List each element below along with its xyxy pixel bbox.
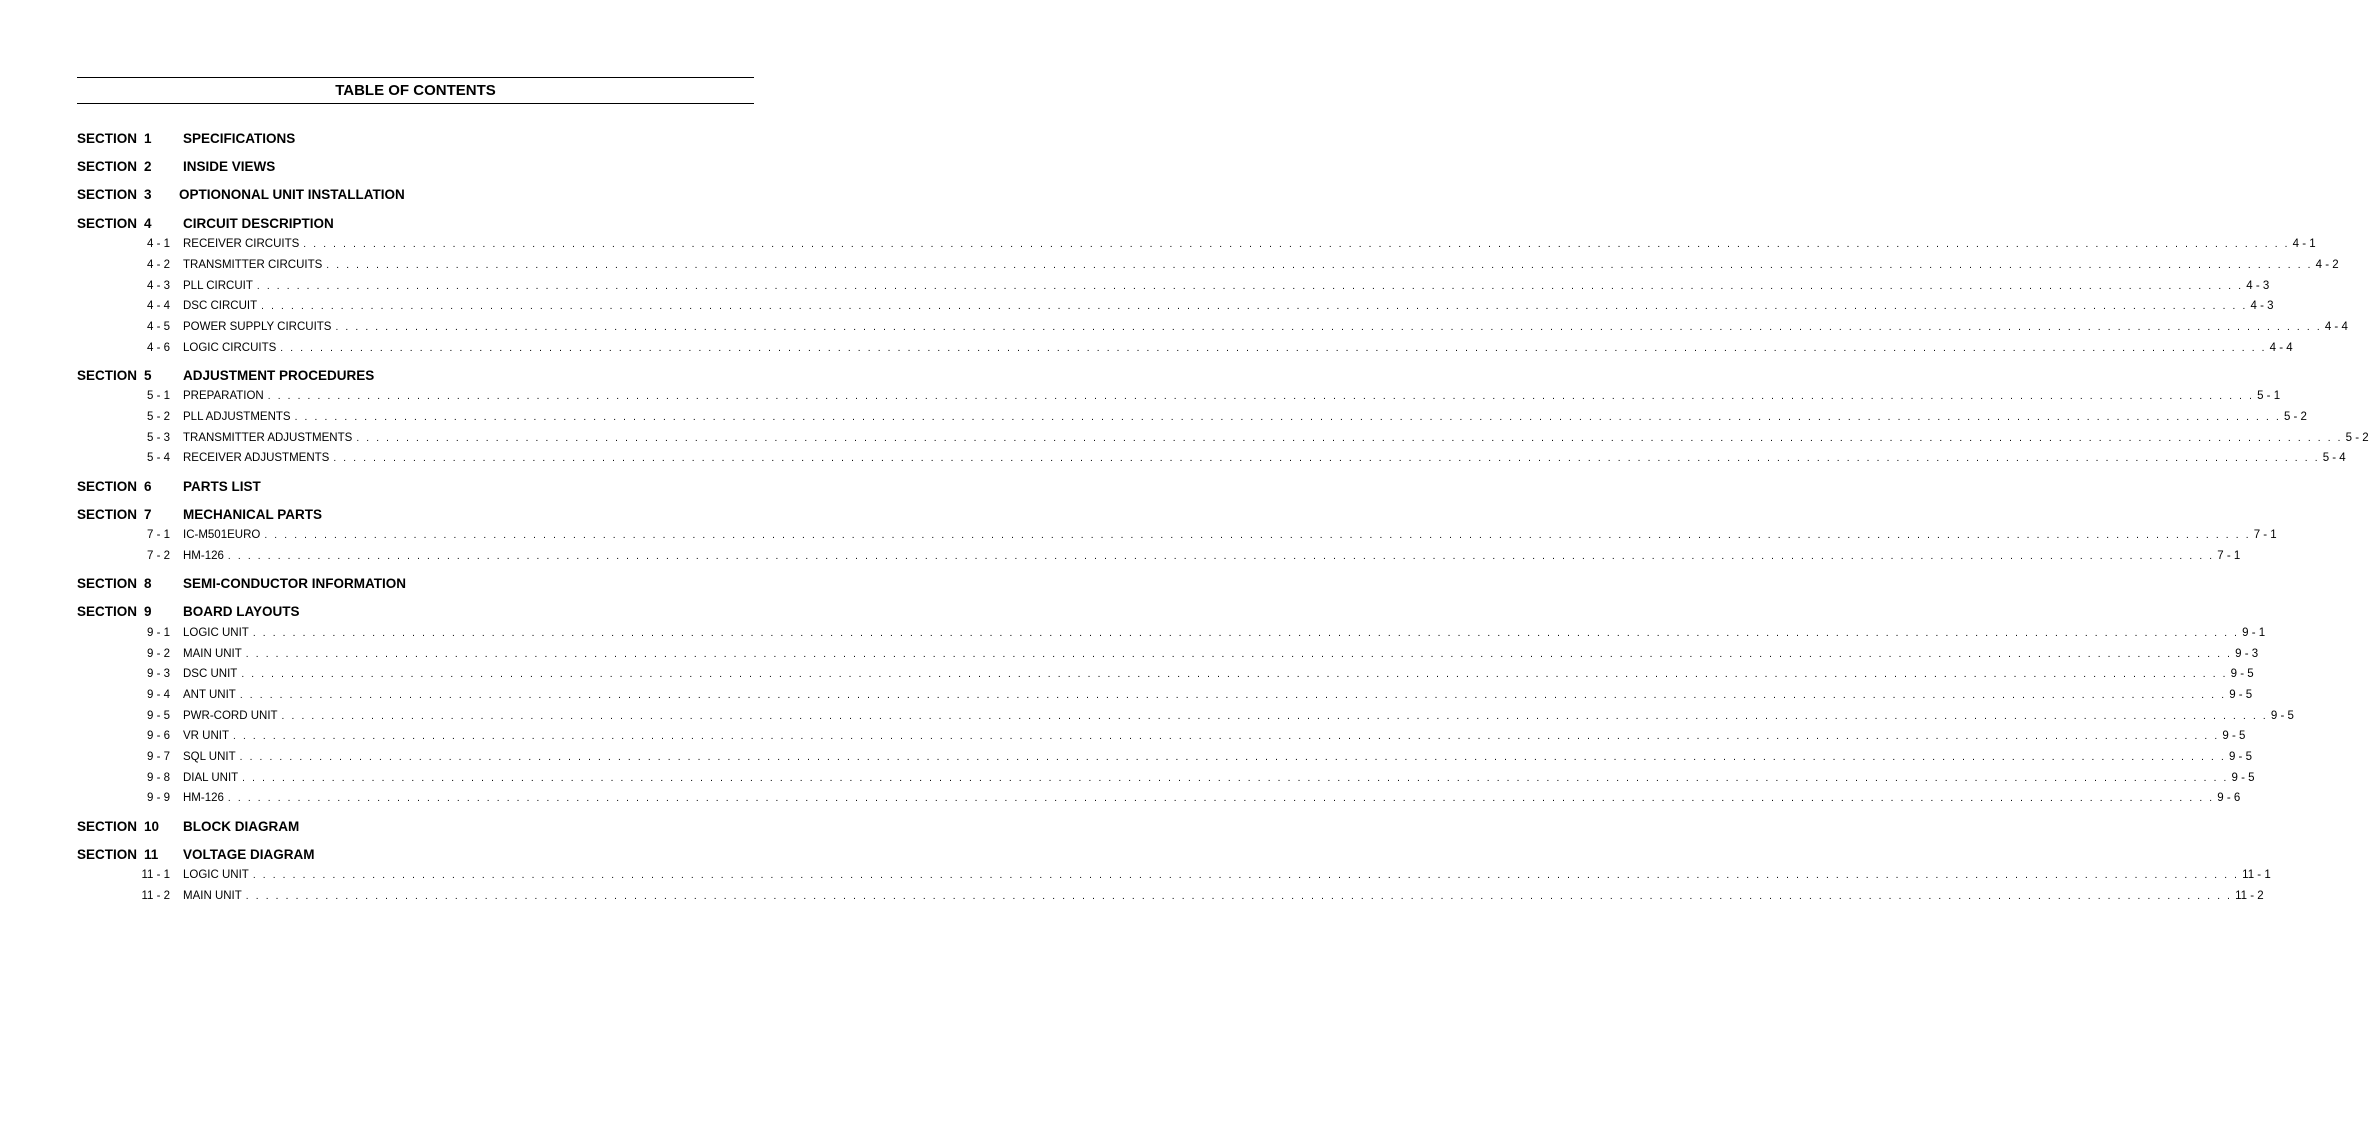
dot-leader: . . . . . . . . . . . . . . . . . . . . . . . . . . . . . . . . . . . . . . . . . . . . . . . . . . . . . . . . . . . . . . . . . . . . . . . . . . . . . . . . . . . . . . . . . . . . . . . . . . . . . . . . . . . . . . . . . . . . . . . . . . . . . . . . . . . . . . . . . . . . . . . . . . . . . . . . . . . . . . . . . . . . . . . . . . . . . . . . . . . . . . . . . . . . . . . . . . . . . . . . — [267, 391, 2255, 402]
subsection-number: 5 - 2 — [146, 411, 170, 423]
subsection-number: 4 - 2 — [146, 259, 170, 271]
section-title[interactable]: BLOCK DIAGRAM — [183, 819, 300, 834]
subsection-number: 11 - 2 — [141, 890, 170, 902]
subsection-number: 9 - 8 — [146, 772, 170, 784]
dot-leader: . . . . . . . . . . . . . . . . . . . . . . . . . . . . . . . . . . . . . . . . . . . . . . . . . . . . . . . . . . . . . . . . . . . . . . . . . . . . . . . . . . . . . . . . . . . . . . . . . . . . . . . . . . . . . . . . . . . . . . . . . . . . . . . . . . . . . . . . . . . . . . . . . . . . . . . . . . . . . . . . . . . . . . . . . . . . . . . . . . . . . . . . . . . . . . . . . . . . . . . . — [326, 260, 2313, 271]
subsection-title: LOGIC UNIT — [183, 869, 249, 881]
page-reference: 4 - 3 — [2246, 280, 2270, 292]
toc-entry[interactable] — [183, 549, 2241, 563]
section-label: SECTION — [77, 368, 138, 383]
dot-leader: . . . . . . . . . . . . . . . . . . . . . . . . . . . . . . . . . . . . . . . . . . . . . . . . . . . . . . . . . . . . . . . . . . . . . . . . . . . . . . . . . . . . . . . . . . . . . . . . . . . . . . . . . . . . . . . . . . . . . . . . . . . . . . . . . . . . . . . . . . . . . . . . . . . . . . . . . . . . . . . . . . . . . . . . . . . . . . . . . . . . . . . . . . . . . . . . . . . . . . . . — [241, 669, 2228, 680]
subsection-number: 9 - 7 — [146, 751, 170, 763]
toc-entry[interactable] — [183, 647, 2259, 661]
dot-leader: . . . . . . . . . . . . . . . . . . . . . . . . . . . . . . . . . . . . . . . . . . . . . . . . . . . . . . . . . . . . . . . . . . . . . . . . . . . . . . . . . . . . . . . . . . . . . . . . . . . . . . . . . . . . . . . . . . . . . . . . . . . . . . . . . . . . . . . . . . . . . . . . . . . . . . . . . . . . . . . . . . . . . . . . . . . . . . . . . . . . . . . . . . . . . . . . . . . . . . . . — [242, 773, 2229, 784]
section-label: SECTION — [77, 187, 138, 202]
section-number: 2 — [144, 159, 152, 174]
subsection-title: PREPARATION — [183, 390, 264, 402]
page-reference: 9 - 5 — [2222, 730, 2246, 742]
subsection-title: TRANSMITTER CIRCUITS — [183, 259, 323, 271]
section-number: 6 — [144, 479, 152, 494]
toc-entry[interactable] — [183, 889, 2264, 903]
section-label: SECTION — [77, 604, 138, 619]
subsection-title: DSC UNIT — [183, 668, 238, 680]
section-number: 10 — [144, 819, 160, 834]
section-title[interactable]: VOLTAGE DIAGRAM — [183, 847, 315, 862]
page-reference: 7 - 1 — [2253, 529, 2277, 541]
toc-entry[interactable] — [183, 709, 2294, 723]
section-number: 1 — [144, 131, 152, 146]
subsection-number: 5 - 4 — [146, 452, 170, 464]
subsection-title: MAIN UNIT — [183, 648, 242, 660]
section-number: 7 — [144, 507, 152, 522]
page-reference: 11 - 1 — [2242, 869, 2271, 881]
toc-entry[interactable] — [183, 451, 2346, 465]
section-title[interactable]: MECHANICAL PARTS — [183, 507, 323, 522]
section-title[interactable]: BOARD LAYOUTS — [183, 604, 300, 619]
subsection-number: 9 - 1 — [146, 627, 170, 639]
section-title[interactable]: OPTIONONAL UNIT INSTALLATION — [179, 187, 405, 202]
dot-leader: . . . . . . . . . . . . . . . . . . . . . . . . . . . . . . . . . . . . . . . . . . . . . . . . . . . . . . . . . . . . . . . . . . . . . . . . . . . . . . . . . . . . . . . . . . . . . . . . . . . . . . . . . . . . . . . . . . . . . . . . . . . . . . . . . . . . . . . . . . . . . . . . . . . . . . . . . . . . . . . . . . . . . . . . . . . . . . . . . . . . . . . . . . . . . . . . . . . . . . . . — [239, 690, 2227, 701]
page-reference: 4 - 4 — [2324, 321, 2348, 333]
section-title[interactable]: INSIDE VIEWS — [183, 159, 276, 174]
toc-entry[interactable] — [183, 868, 2271, 882]
dot-leader: . . . . . . . . . . . . . . . . . . . . . . . . . . . . . . . . . . . . . . . . . . . . . . . . . . . . . . . . . . . . . . . . . . . . . . . . . . . . . . . . . . . . . . . . . . . . . . . . . . . . . . . . . . . . . . . . . . . . . . . . . . . . . . . . . . . . . . . . . . . . . . . . . . . . . . . . . . . . . . . . . . . . . . . . . . . . . . . . . . . . . . . . . . . . . . . . . . . . . . . . — [303, 239, 2290, 250]
subsection-number: 5 - 1 — [146, 390, 170, 402]
subsection-number: 4 - 4 — [146, 300, 170, 312]
section-number: 8 — [144, 576, 152, 591]
dot-leader: . . . . . . . . . . . . . . . . . . . . . . . . . . . . . . . . . . . . . . . . . . . . . . . . . . . . . . . . . . . . . . . . . . . . . . . . . . . . . . . . . . . . . . . . . . . . . . . . . . . . . . . . . . . . . . . . . . . . . . . . . . . . . . . . . . . . . . . . . . . . . . . . . . . . . . . . . . . . . . . . . . . . . . . . . . . . . . . . . . . . . . . . . . . . . . . . . . . . . . . . — [233, 731, 2220, 742]
subsection-number: 9 - 5 — [146, 710, 170, 722]
page-reference: 4 - 1 — [2292, 238, 2316, 250]
subsection-number: 9 - 3 — [146, 668, 170, 680]
page-reference: 9 - 5 — [2270, 710, 2294, 722]
page-reference: 9 - 3 — [2235, 648, 2259, 660]
toc-entry[interactable] — [183, 237, 2316, 251]
page-reference: 4 - 4 — [2269, 342, 2293, 354]
dot-leader: . . . . . . . . . . . . . . . . . . . . . . . . . . . . . . . . . . . . . . . . . . . . . . . . . . . . . . . . . . . . . . . . . . . . . . . . . . . . . . . . . . . . . . . . . . . . . . . . . . . . . . . . . . . . . . . . . . . . . . . . . . . . . . . . . . . . . . . . . . . . . . . . . . . . . . . . . . . . . . . . . . . . . . . . . . . . . . . . . . . . . . . . . . . . . . . . . . . . . . . . — [333, 453, 2320, 464]
subsection-title: DIAL UNIT — [183, 772, 239, 784]
section-label: SECTION — [77, 847, 138, 862]
subsection-number: 9 - 4 — [146, 689, 170, 701]
dot-leader: . . . . . . . . . . . . . . . . . . . . . . . . . . . . . . . . . . . . . . . . . . . . . . . . . . . . . . . . . . . . . . . . . . . . . . . . . . . . . . . . . . . . . . . . . . . . . . . . . . . . . . . . . . . . . . . . . . . . . . . . . . . . . . . . . . . . . . . . . . . . . . . . . . . . . . . . . . . . . . . . . . . . . . . . . . . . . . . . . . . . . . . . . . . . . . . . . . . . . . . . — [294, 412, 2281, 423]
subsection-title: PLL CIRCUIT — [183, 280, 253, 292]
toc-entry[interactable] — [183, 667, 2254, 681]
section-number: 5 — [144, 368, 152, 383]
dot-leader: . . . . . . . . . . . . . . . . . . . . . . . . . . . . . . . . . . . . . . . . . . . . . . . . . . . . . . . . . . . . . . . . . . . . . . . . . . . . . . . . . . . . . . . . . . . . . . . . . . . . . . . . . . . . . . . . . . . . . . . . . . . . . . . . . . . . . . . . . . . . . . . . . . . . . . . . . . . . . . . . . . . . . . . . . . . . . . . . . . . . . . . . . . . . . . . . . . . . . . . . — [245, 649, 2233, 660]
toc-entry[interactable] — [183, 729, 2246, 743]
subsection-number: 9 - 2 — [146, 648, 170, 660]
subsection-title: DSC CIRCUIT — [183, 300, 258, 312]
toc-entry[interactable] — [183, 750, 2252, 764]
subsection-number: 4 - 5 — [146, 321, 170, 333]
section-label: SECTION — [77, 131, 138, 146]
page-reference: 4 - 3 — [2250, 300, 2274, 312]
toc-entry[interactable] — [183, 688, 2253, 702]
dot-leader: . . . . . . . . . . . . . . . . . . . . . . . . . . . . . . . . . . . . . . . . . . . . . . . . . . . . . . . . . . . . . . . . . . . . . . . . . . . . . . . . . . . . . . . . . . . . . . . . . . . . . . . . . . . . . . . . . . . . . . . . . . . . . . . . . . . . . . . . . . . . . . . . . . . . . . . . . . . . . . . . . . . . . . . . . . . . . . . . . . . . . . . . . . . . . . . . . . . . . . . . — [281, 711, 2268, 722]
subsection-title: TRANSMITTER ADJUSTMENTS — [183, 432, 353, 444]
page-reference: 5 - 2 — [2283, 411, 2307, 423]
page-reference: 5 - 4 — [2322, 452, 2346, 464]
toc-entry[interactable] — [183, 528, 2277, 542]
dot-leader: . . . . . . . . . . . . . . . . . . . . . . . . . . . . . . . . . . . . . . . . . . . . . . . . . . . . . . . . . . . . . . . . . . . . . . . . . . . . . . . . . . . . . . . . . . . . . . . . . . . . . . . . . . . . . . . . . . . . . . . . . . . . . . . . . . . . . . . . . . . . . . . . . . . . . . . . . . . . . . . . . . . . . . . . . . . . . . . . . . . . . . . . . . . . . . . . . . . . . . . . — [335, 322, 2322, 333]
section-label: SECTION — [77, 479, 138, 494]
toc-entry[interactable] — [183, 771, 2255, 785]
subsection-number: 9 - 6 — [146, 730, 170, 742]
toc-entry[interactable] — [183, 299, 2274, 313]
subsection-title: IC-M501EURO — [183, 529, 261, 541]
dot-leader: . . . . . . . . . . . . . . . . . . . . . . . . . . . . . . . . . . . . . . . . . . . . . . . . . . . . . . . . . . . . . . . . . . . . . . . . . . . . . . . . . . . . . . . . . . . . . . . . . . . . . . . . . . . . . . . . . . . . . . . . . . . . . . . . . . . . . . . . . . . . . . . . . . . . . . . . . . . . . . . . . . . . . . . . . . . . . . . . . . . . . . . . . . . . . . . . . . . . . . . . — [239, 752, 2226, 763]
section-title[interactable]: SPECIFICATIONS — [183, 131, 296, 146]
page-title: TABLE OF CONTENTS — [335, 82, 496, 99]
subsection-number: 4 - 1 — [146, 238, 170, 250]
section-number: 3 — [144, 187, 152, 202]
toc-entry[interactable] — [183, 791, 2241, 805]
subsection-title: MAIN UNIT — [183, 890, 242, 902]
page-reference: 5 - 2 — [2345, 432, 2369, 444]
dot-leader: . . . . . . . . . . . . . . . . . . . . . . . . . . . . . . . . . . . . . . . . . . . . . . . . . . . . . . . . . . . . . . . . . . . . . . . . . . . . . . . . . . . . . . . . . . . . . . . . . . . . . . . . . . . . . . . . . . . . . . . . . . . . . . . . . . . . . . . . . . . . . . . . . . . . . . . . . . . . . . . . . . . . . . . . . . . . . . . . . . . . . . . . . . . . . . . . . . . . . . . . — [280, 343, 2267, 354]
page-reference: 9 - 5 — [2230, 668, 2254, 680]
section-label: SECTION — [77, 159, 138, 174]
section-label: SECTION — [77, 576, 138, 591]
subsection-number: 9 - 9 — [146, 792, 170, 804]
section-title[interactable]: PARTS LIST — [183, 479, 261, 494]
subsection-title: PWR-CORD UNIT — [183, 710, 278, 722]
subsection-title: LOGIC UNIT — [183, 627, 249, 639]
section-title[interactable]: CIRCUIT DESCRIPTION — [183, 216, 334, 231]
subsection-number: 7 - 1 — [146, 529, 170, 541]
page-reference: 9 - 5 — [2228, 751, 2252, 763]
toc-entry[interactable] — [183, 341, 2293, 355]
subsection-title: RECEIVER CIRCUITS — [183, 238, 300, 250]
page-reference: 9 - 5 — [2229, 689, 2253, 701]
toc-entry[interactable] — [183, 431, 2369, 445]
subsection-number: 7 - 2 — [146, 550, 170, 562]
subsection-number: 5 - 3 — [146, 432, 170, 444]
dot-leader: . . . . . . . . . . . . . . . . . . . . . . . . . . . . . . . . . . . . . . . . . . . . . . . . . . . . . . . . . . . . . . . . . . . . . . . . . . . . . . . . . . . . . . . . . . . . . . . . . . . . . . . . . . . . . . . . . . . . . . . . . . . . . . . . . . . . . . . . . . . . . . . . . . . . . . . . . . . . . . . . . . . . . . . . . . . . . . . . . . . . . . . . . . . . . . . . . . . . . . . . — [227, 551, 2215, 562]
page-reference: 9 - 6 — [2217, 792, 2241, 804]
dot-leader: . . . . . . . . . . . . . . . . . . . . . . . . . . . . . . . . . . . . . . . . . . . . . . . . . . . . . . . . . . . . . . . . . . . . . . . . . . . . . . . . . . . . . . . . . . . . . . . . . . . . . . . . . . . . . . . . . . . . . . . . . . . . . . . . . . . . . . . . . . . . . . . . . . . . . . . . . . . . . . . . . . . . . . . . . . . . . . . . . . . . . . . . . . . . . . . . . . . . . . . . — [264, 530, 2251, 541]
page-reference: 7 - 1 — [2217, 550, 2241, 562]
dot-leader: . . . . . . . . . . . . . . . . . . . . . . . . . . . . . . . . . . . . . . . . . . . . . . . . . . . . . . . . . . . . . . . . . . . . . . . . . . . . . . . . . . . . . . . . . . . . . . . . . . . . . . . . . . . . . . . . . . . . . . . . . . . . . . . . . . . . . . . . . . . . . . . . . . . . . . . . . . . . . . . . . . . . . . . . . . . . . . . . . . . . . . . . . . . . . . . . . . . . . . . . — [245, 891, 2233, 902]
section-number: 4 — [144, 216, 152, 231]
subsection-title: POWER SUPPLY CIRCUITS — [183, 321, 332, 333]
section-label: SECTION — [77, 819, 138, 834]
page-reference: 11 - 2 — [2235, 890, 2264, 902]
subsection-title: PLL ADJUSTMENTS — [183, 411, 291, 423]
page-reference: 4 - 2 — [2315, 259, 2339, 271]
toc-entry[interactable] — [183, 626, 2266, 640]
subsection-number: 4 - 6 — [146, 342, 170, 354]
subsection-title: ANT UNIT — [183, 689, 236, 701]
subsection-title: HM-126 — [183, 550, 224, 562]
page-reference: 5 - 1 — [2257, 390, 2281, 402]
subsection-number: 11 - 1 — [141, 869, 170, 881]
dot-leader: . . . . . . . . . . . . . . . . . . . . . . . . . . . . . . . . . . . . . . . . . . . . . . . . . . . . . . . . . . . . . . . . . . . . . . . . . . . . . . . . . . . . . . . . . . . . . . . . . . . . . . . . . . . . . . . . . . . . . . . . . . . . . . . . . . . . . . . . . . . . . . . . . . . . . . . . . . . . . . . . . . . . . . . . . . . . . . . . . . . . . . . . . . . . . . . . . . . . . . . . — [356, 433, 2343, 444]
dot-leader: . . . . . . . . . . . . . . . . . . . . . . . . . . . . . . . . . . . . . . . . . . . . . . . . . . . . . . . . . . . . . . . . . . . . . . . . . . . . . . . . . . . . . . . . . . . . . . . . . . . . . . . . . . . . . . . . . . . . . . . . . . . . . . . . . . . . . . . . . . . . . . . . . . . . . . . . . . . . . . . . . . . . . . . . . . . . . . . . . . . . . . . . . . . . . . . . . . . . . . . . — [261, 301, 2248, 312]
section-title[interactable]: ADJUSTMENT PROCEDURES — [183, 368, 375, 383]
dot-leader: . . . . . . . . . . . . . . . . . . . . . . . . . . . . . . . . . . . . . . . . . . . . . . . . . . . . . . . . . . . . . . . . . . . . . . . . . . . . . . . . . . . . . . . . . . . . . . . . . . . . . . . . . . . . . . . . . . . . . . . . . . . . . . . . . . . . . . . . . . . . . . . . . . . . . . . . . . . . . . . . . . . . . . . . . . . . . . . . . . . . . . . . . . . . . . . . . . . . . . . . — [256, 281, 2244, 292]
toc-entry[interactable] — [183, 410, 2307, 424]
section-number: 9 — [144, 604, 152, 619]
page-reference: 9 - 1 — [2242, 627, 2266, 639]
dot-leader: . . . . . . . . . . . . . . . . . . . . . . . . . . . . . . . . . . . . . . . . . . . . . . . . . . . . . . . . . . . . . . . . . . . . . . . . . . . . . . . . . . . . . . . . . . . . . . . . . . . . . . . . . . . . . . . . . . . . . . . . . . . . . . . . . . . . . . . . . . . . . . . . . . . . . . . . . . . . . . . . . . . . . . . . . . . . . . . . . . . . . . . . . . . . . . . . . . . . . . . . — [227, 793, 2215, 804]
subsection-title: VR UNIT — [183, 730, 229, 742]
section-label: SECTION — [77, 507, 138, 522]
subsection-title: RECEIVER ADJUSTMENTS — [183, 452, 330, 464]
toc-entry[interactable] — [183, 389, 2281, 403]
section-number: 11 — [144, 847, 159, 862]
subsection-title: SQL UNIT — [183, 751, 236, 763]
dot-leader: . . . . . . . . . . . . . . . . . . . . . . . . . . . . . . . . . . . . . . . . . . . . . . . . . . . . . . . . . . . . . . . . . . . . . . . . . . . . . . . . . . . . . . . . . . . . . . . . . . . . . . . . . . . . . . . . . . . . . . . . . . . . . . . . . . . . . . . . . . . . . . . . . . . . . . . . . . . . . . . . . . . . . . . . . . . . . . . . . . . . . . . . . . . . . . . . . . . . . . . . — [252, 870, 2240, 881]
page-reference: 9 - 5 — [2231, 772, 2255, 784]
toc-entry[interactable] — [183, 320, 2348, 334]
toc-entry[interactable] — [183, 279, 2270, 293]
subsection-title: HM-126 — [183, 792, 224, 804]
toc-entry[interactable] — [183, 258, 2339, 272]
subsection-title: LOGIC CIRCUITS — [183, 342, 277, 354]
section-label: SECTION — [77, 216, 138, 231]
dot-leader: . . . . . . . . . . . . . . . . . . . . . . . . . . . . . . . . . . . . . . . . . . . . . . . . . . . . . . . . . . . . . . . . . . . . . . . . . . . . . . . . . . . . . . . . . . . . . . . . . . . . . . . . . . . . . . . . . . . . . . . . . . . . . . . . . . . . . . . . . . . . . . . . . . . . . . . . . . . . . . . . . . . . . . . . . . . . . . . . . . . . . . . . . . . . . . . . . . . . . . . . — [252, 628, 2240, 639]
section-title[interactable]: SEMI-CONDUCTOR INFORMATION — [183, 576, 406, 591]
subsection-number: 4 - 3 — [146, 280, 170, 292]
